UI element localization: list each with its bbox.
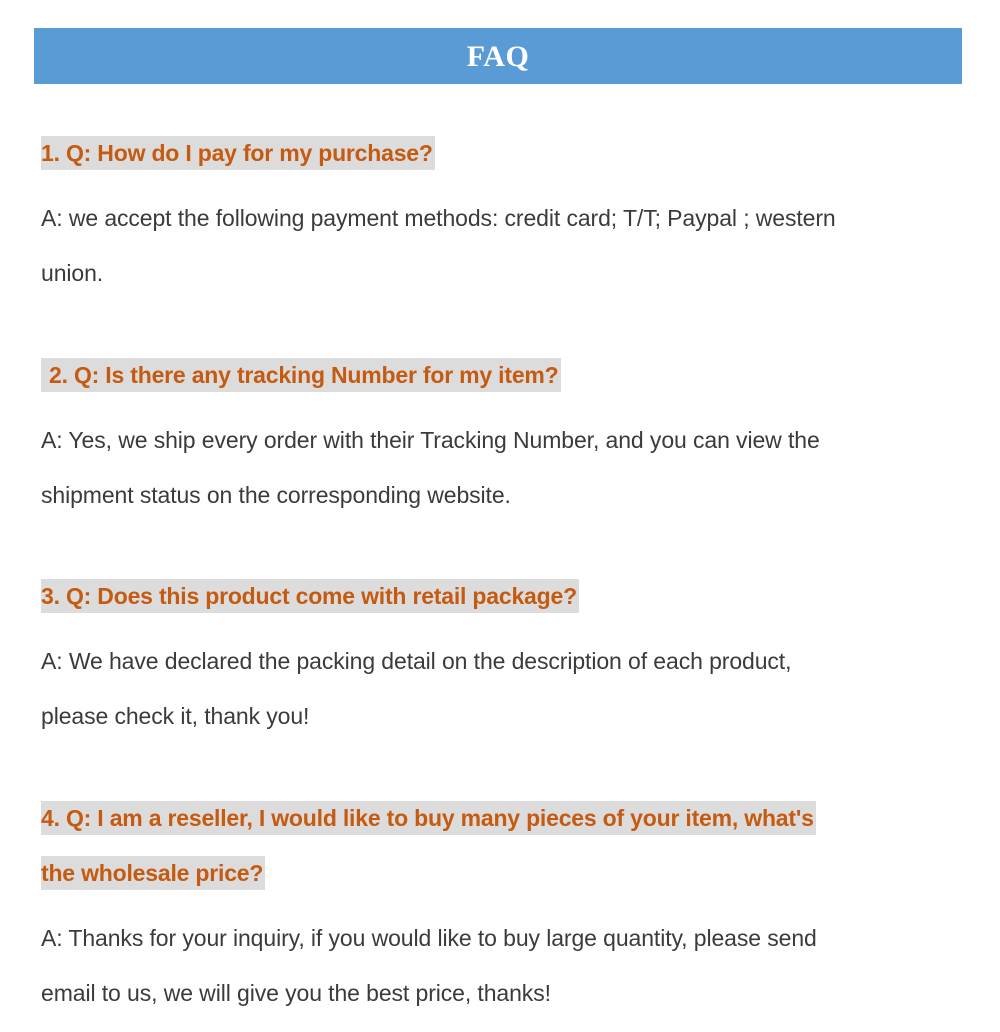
faq-question-continued bbox=[41, 856, 971, 911]
faq-question bbox=[41, 136, 971, 191]
question-line: the wholesale price? bbox=[41, 856, 265, 890]
answer-line: A: Yes, we ship every order with their Tracking Number, and you can view the bbox=[41, 427, 820, 453]
answer-line: A: Thanks for your inquiry, if you would like to buy large quantity, please send bbox=[41, 925, 817, 951]
faq-question bbox=[41, 358, 971, 413]
faq-item-2 bbox=[41, 358, 971, 523]
faq-item-1 bbox=[41, 136, 971, 301]
question-line: 3. Q: Does this product come with retail package? bbox=[41, 579, 579, 613]
faq-item-3 bbox=[41, 579, 971, 744]
page-title: FAQ bbox=[466, 40, 530, 73]
faq-question bbox=[41, 579, 971, 634]
answer-line: A: we accept the following payment methods: credit card; T/T; Paypal ; western bbox=[41, 205, 836, 231]
question-line: 4. Q: I am a reseller, I would like to buy many pieces of your item, what's bbox=[41, 801, 816, 835]
answer-line: please check it, thank you! bbox=[41, 703, 310, 729]
answer-line: email to us, we will give you the best price, thanks! bbox=[41, 980, 551, 1006]
answer-line: A: We have declared the packing detail on the description of each product, bbox=[41, 648, 792, 674]
faq-header-bar bbox=[34, 28, 962, 84]
faq-question bbox=[41, 801, 971, 856]
answer-line: shipment status on the corresponding website. bbox=[41, 482, 511, 508]
question-line: 2. Q: Is there any tracking Number for my item? bbox=[41, 358, 561, 392]
faq-item-4 bbox=[41, 801, 971, 1021]
question-line: 1. Q: How do I pay for my purchase? bbox=[41, 136, 435, 170]
answer-line: union. bbox=[41, 260, 104, 286]
